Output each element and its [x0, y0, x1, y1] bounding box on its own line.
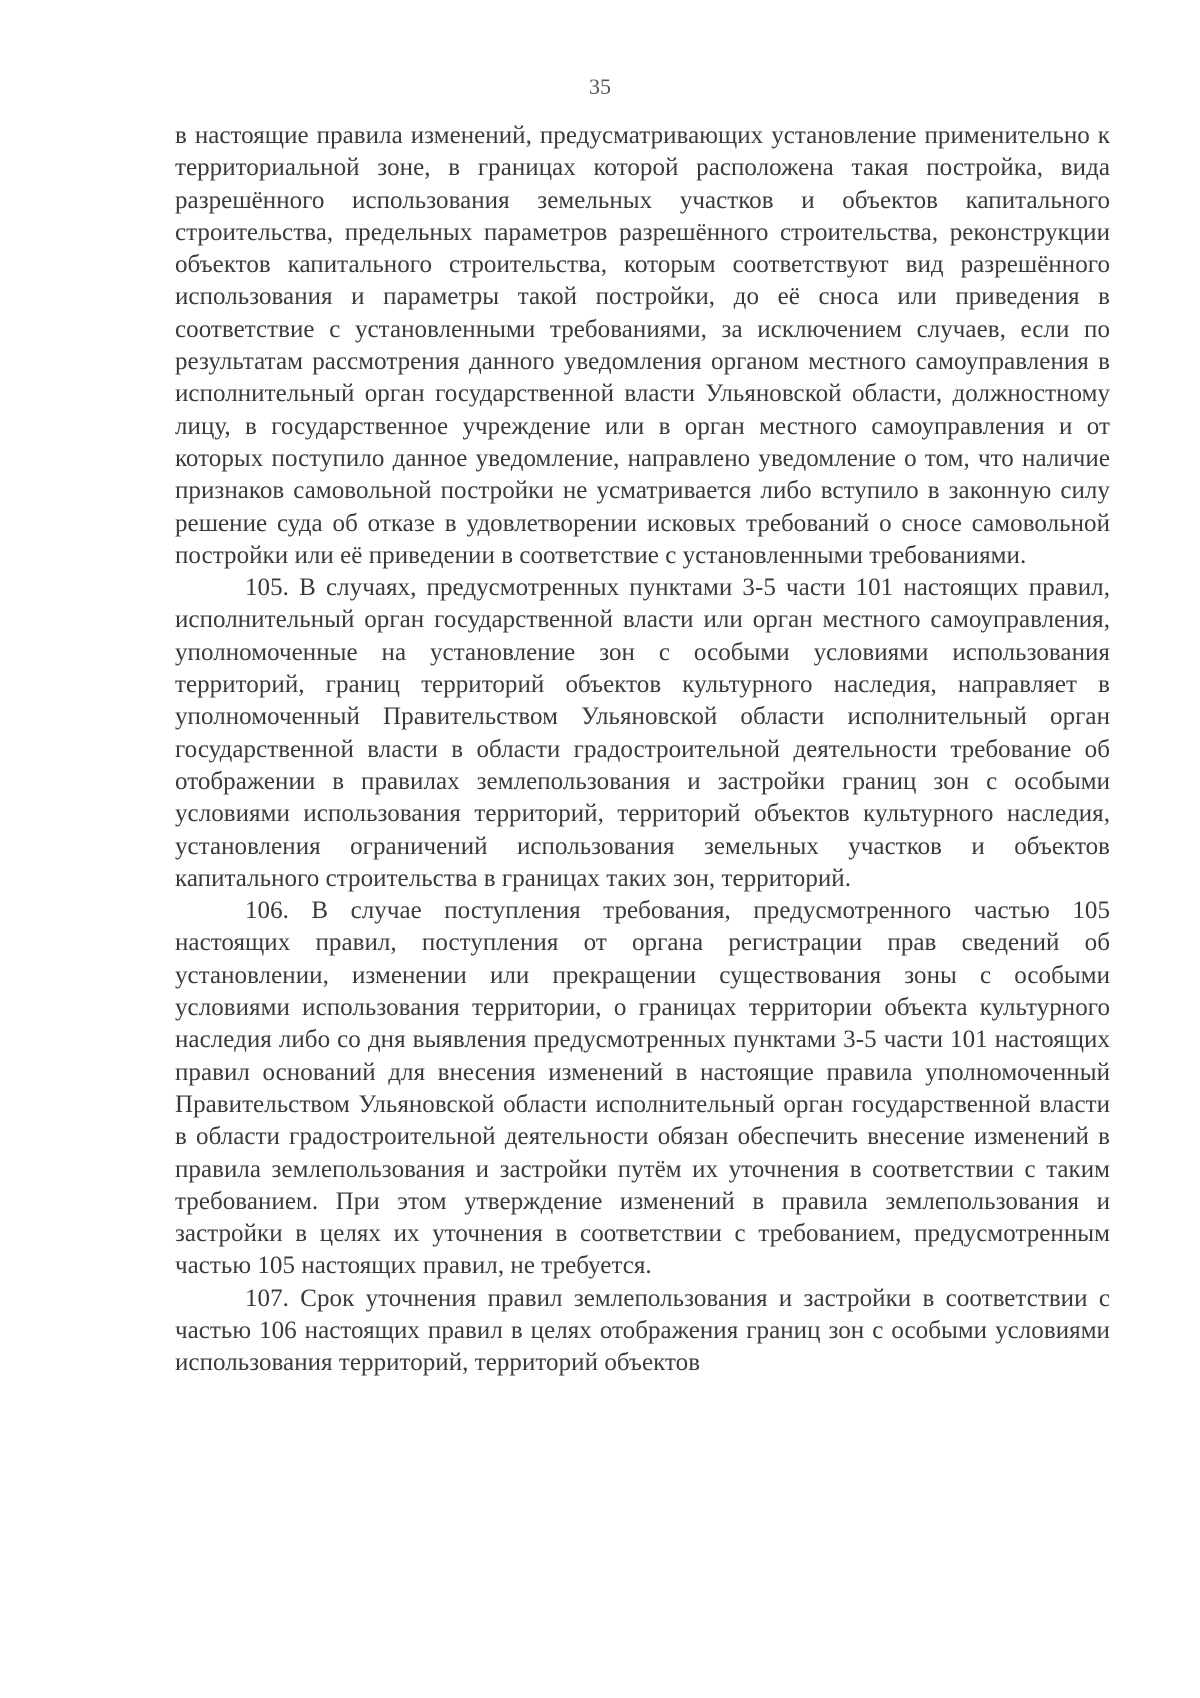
document-body	[175, 120, 1110, 1380]
paragraph-item-107: 107. Срок уточнения правил землепользования и застройки в соответствии с частью 106 настоящих правил в целях отображения границ зон с особыми условиями использования территорий, территорий объектов	[175, 1284, 1110, 1377]
paragraph-continuation: в настоящие правила изменений, предусматривающих установление применительно к территориальной зоне, в границах которой расположена такая постройка, вида разрешённого использования земельных участков и объектов капитального строительства, предельных параметров разрешённого строительства, реконструкции объектов капитального строительства, которым соответствуют вид разрешённого использования и параметры такой постройки, до её сноса или приведения в соответствие с установленными требованиями, за исключением случаев, если по результатам рассмотрения данного уведомления органом местного самоуправления в исполнительный орган государственной власти Ульяновской области, должностному лицу, в государственное учреждение или в орган местного самоуправления и от которых поступило данное уведомление, направлено уведомление о том, что наличие признаков самовольной постройки не усматривается либо вступило в законную силу решение суда об отказе в удовлетворении исковых требований о сносе самовольной постройки или её приведении в соответствие с установленными требованиями.	[175, 122, 1110, 569]
paragraph-item-106: 106. В случае поступления требования, предусмотренного частью 105 настоящих правил, поступления от органа регистрации прав сведений об установлении, изменении или прекращении существования зоны с особыми условиями использования территории, о границах территории объекта культурного наследия либо со дня выявления предусмотренных пунктами 3-5 части 101 настоящих правил оснований для внесения изменений в настоящие правила уполномоченный Правительством Ульяновской области исполнительный орган государственной власти в области градостроительной деятельности обязан обеспечить внесение изменений в правила землепользования и застройки путём их уточнения в соответствии с таким требованием. При этом утверждение изменений в правила землепользования и застройки в целях их уточнения в соответствии с требованием, предусмотренным частью 105 настоящих правил, не требуется.	[175, 897, 1110, 1280]
page-number: 35	[589, 74, 611, 99]
paragraph-item-105: 105. В случаях, предусмотренных пунктами 3-5 части 101 настоящих правил, исполнительный орган государственной власти или орган местного самоуправления, уполномоченные на установление зон с особыми условиями использования территорий, границ территорий объектов культурного наследия, направляет в уполномоченный Правительством Ульяновской области исполнительный орган государственной власти в области градостроительной деятельности требование об отображении в правилах землепользования и застройки границ зон с особыми условиями использования территорий, территорий объектов культурного наследия, установления ограничений использования земельных участков и объектов капитального строительства в границах таких зон, территорий.	[175, 574, 1110, 892]
